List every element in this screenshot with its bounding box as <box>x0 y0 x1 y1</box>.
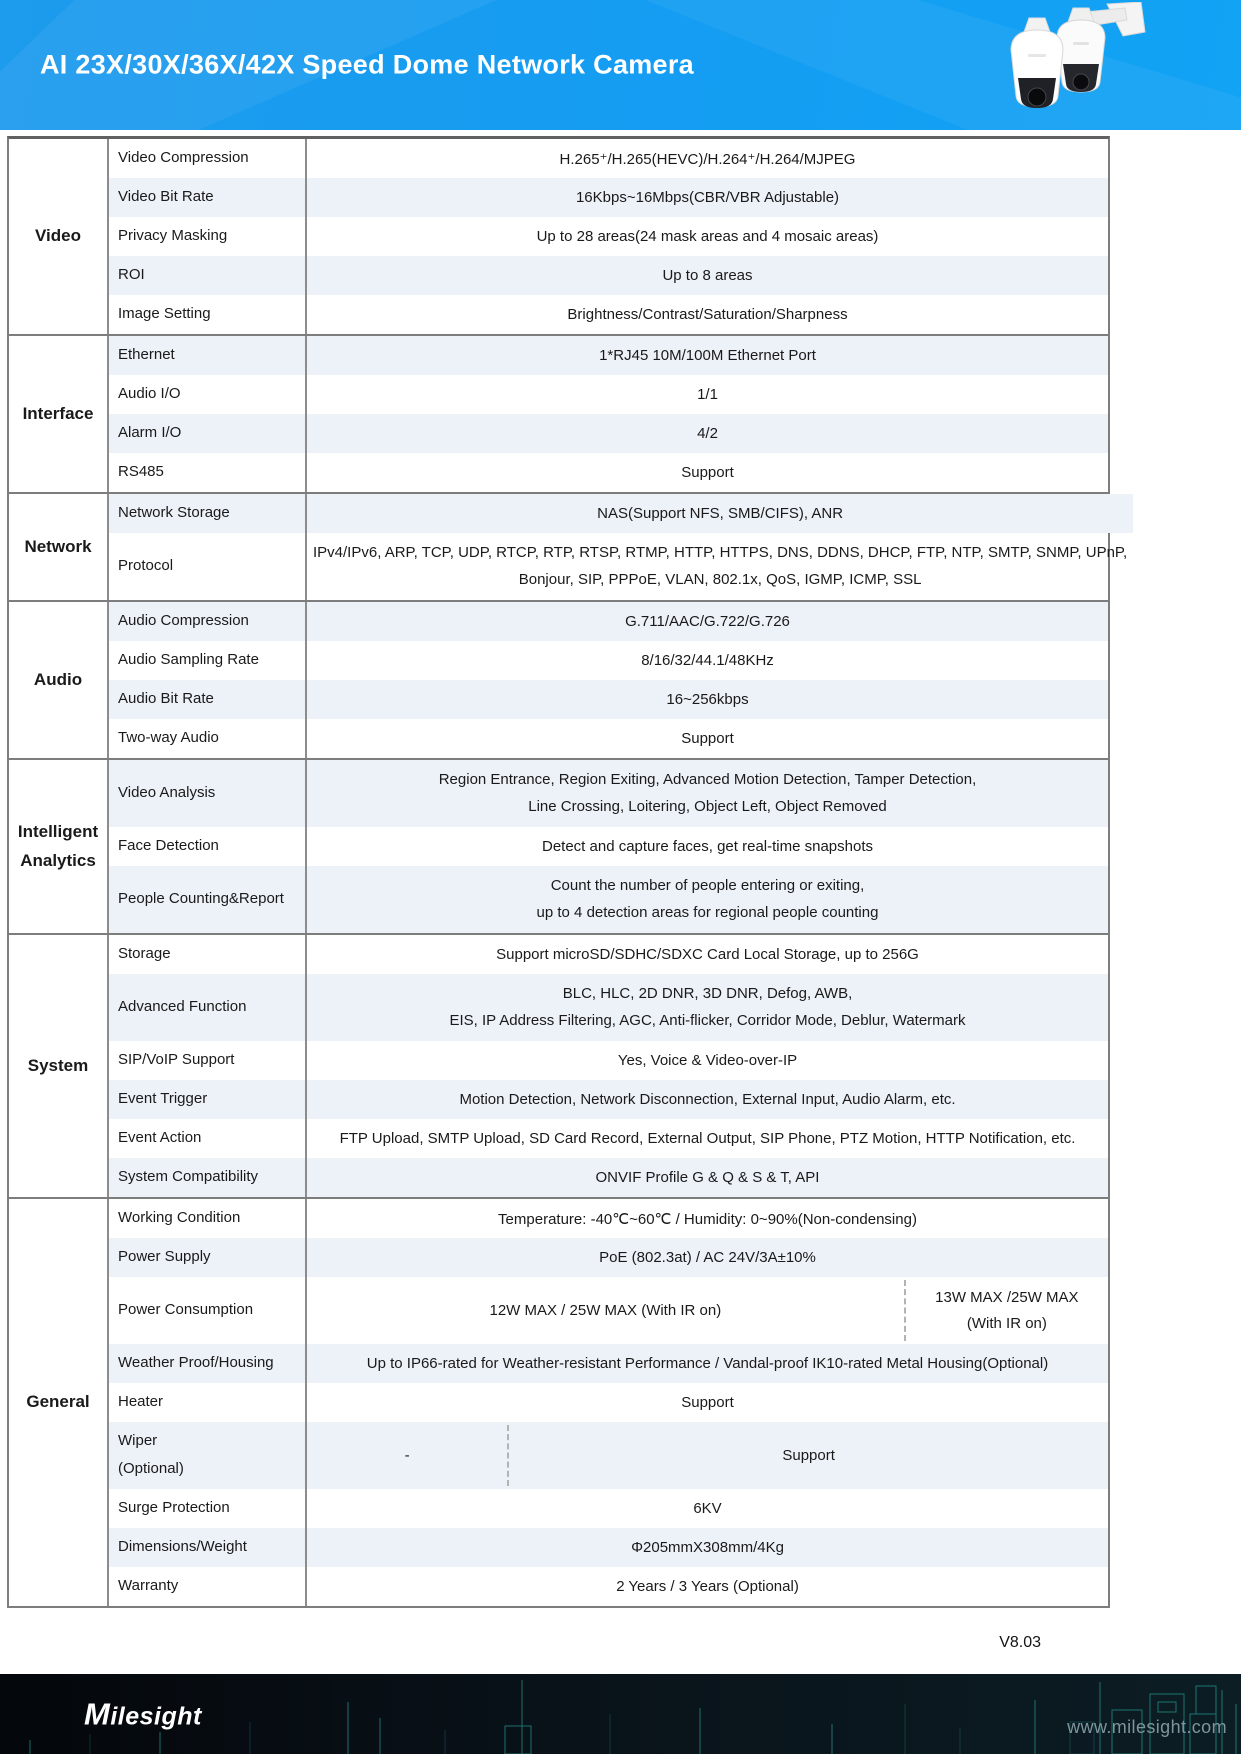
spec-value: 1/1 <box>697 386 718 403</box>
spec-label-text: Protocol <box>118 557 174 575</box>
spec-section-intelligent-analytics <box>9 758 1108 933</box>
spec-value: 16~256kbps <box>666 691 749 708</box>
spec-label-text: Advanced Function <box>118 998 247 1016</box>
spec-label <box>109 1158 307 1197</box>
spec-value-line: - <box>404 1447 410 1464</box>
spec-label-text: Power Consumption <box>118 1301 254 1319</box>
spec-label-text: ROI <box>118 266 145 284</box>
spec-label <box>109 719 307 758</box>
spec-label <box>109 295 307 334</box>
spec-value-right <box>509 1422 1108 1489</box>
spec-label <box>109 256 307 295</box>
spec-value-split <box>307 1277 1108 1344</box>
spec-value-line: BLC, HLC, 2D DNR, 3D DNR, Defog, AWB, <box>562 984 853 1002</box>
category-cell: System <box>9 935 109 1197</box>
footer-bar <box>0 1674 1241 1754</box>
spec-row <box>109 974 1108 1041</box>
spec-row <box>109 1041 1108 1080</box>
spec-value-line: Line Crossing, Loitering, Object Left, Object Removed <box>528 797 887 815</box>
spec-value <box>307 760 1108 827</box>
spec-value-line: Support <box>782 1447 835 1464</box>
spec-row <box>109 1422 1108 1489</box>
spec-label-text: Event Action <box>118 1129 202 1147</box>
spec-label <box>109 453 307 492</box>
spec-label-text: People Counting&Report <box>118 890 284 908</box>
spec-value: Temperature: -40℃~60℃ / Humidity: 0~90%(Non-condensing) <box>498 1210 917 1228</box>
spec-rows <box>109 139 1108 334</box>
spec-section-interface <box>9 334 1108 492</box>
spec-label <box>109 1041 307 1080</box>
spec-label-text: Storage <box>118 945 171 963</box>
spec-label-text: Alarm I/O <box>118 424 182 442</box>
spec-value-line: 12W MAX / 25W MAX (With IR on) <box>489 1302 722 1319</box>
spec-label-text: Audio Sampling Rate <box>118 651 259 669</box>
spec-value <box>307 974 1108 1041</box>
spec-label-text: Event Trigger <box>118 1090 208 1108</box>
spec-value-line: 13W MAX /25W MAX <box>935 1288 1079 1306</box>
spec-label-text: Audio Compression <box>118 612 249 630</box>
spec-value: Up to IP66-rated for Weather-resistant Performance / Vandal-proof IK10-rated Metal Housing(Optional) <box>366 1355 1049 1372</box>
spec-value: 6KV <box>693 1500 722 1517</box>
spec-value: 1*RJ45 10M/100M Ethernet Port <box>599 347 816 364</box>
spec-value-line: EIS, IP Address Filtering, AGC, Anti-flicker, Corridor Mode, Deblur, Watermark <box>449 1011 966 1029</box>
category-cell: Intelligent Analytics <box>9 760 109 933</box>
spec-label-text: SIP/VoIP Support <box>118 1051 235 1069</box>
spec-label-line: (Optional) <box>118 1460 184 1478</box>
spec-value: Support <box>681 1394 734 1411</box>
spec-value: G.711/AAC/G.722/G.726 <box>625 613 790 630</box>
spec-value: PoE (802.3at) / AC 24V/3A±10% <box>599 1249 816 1266</box>
spec-label <box>109 139 307 178</box>
spec-label <box>109 1344 307 1383</box>
spec-label-text: Audio Bit Rate <box>118 690 214 708</box>
spec-label <box>109 760 307 827</box>
spec-label <box>109 1567 307 1606</box>
spec-value: Up to 28 areas(24 mask areas and 4 mosaic areas) <box>536 228 879 245</box>
spec-label <box>109 375 307 414</box>
spec-label <box>109 1238 307 1277</box>
spec-label-line: Wiper <box>118 1431 158 1449</box>
spec-label <box>109 1199 307 1238</box>
spec-label-text: Heater <box>118 1393 164 1411</box>
spec-row <box>109 178 1108 217</box>
spec-value: Yes, Voice & Video-over-IP <box>617 1052 798 1069</box>
spec-row <box>109 866 1108 933</box>
spec-value: 2 Years / 3 Years (Optional) <box>616 1578 799 1595</box>
header-banner <box>0 0 1241 130</box>
spec-label-text: Video Bit Rate <box>118 188 214 206</box>
spec-section-audio <box>9 600 1108 758</box>
spec-label <box>109 1383 307 1422</box>
spec-value-line: up to 4 detection areas for regional people counting <box>536 903 879 921</box>
spec-row <box>109 680 1108 719</box>
spec-row <box>109 139 1108 178</box>
spec-row <box>109 295 1108 334</box>
spec-row <box>109 533 1133 600</box>
spec-value: Support <box>681 730 734 747</box>
category-cell: Network <box>9 494 109 600</box>
spec-label <box>109 533 307 600</box>
spec-label <box>109 494 307 533</box>
spec-row <box>109 1344 1108 1383</box>
spec-row <box>109 1567 1108 1606</box>
spec-value: Detect and capture faces, get real-time snapshots <box>541 838 873 855</box>
spec-value: 4/2 <box>697 425 718 442</box>
spec-value <box>307 866 1108 933</box>
spec-value: Brightness/Contrast/Saturation/Sharpness <box>567 306 848 323</box>
spec-value-right <box>906 1277 1108 1344</box>
spec-value: Motion Detection, Network Disconnection, External Input, Audio Alarm, etc. <box>459 1091 956 1108</box>
category-cell: Interface <box>9 336 109 492</box>
spec-label-text: Network Storage <box>118 504 230 522</box>
spec-value-line: Region Entrance, Region Exiting, Advanced Motion Detection, Tamper Detection, <box>438 770 977 788</box>
spec-row <box>109 375 1108 414</box>
category-cell: Video <box>9 139 109 334</box>
spec-value: 8/16/32/44.1/48KHz <box>641 652 774 669</box>
spec-rows <box>109 935 1108 1197</box>
version-label: V8.03 <box>999 1634 1041 1651</box>
spec-label <box>109 1119 307 1158</box>
spec-label <box>109 602 307 641</box>
spec-section-system <box>9 933 1108 1197</box>
spec-section-video <box>9 139 1108 334</box>
spec-label <box>109 974 307 1041</box>
spec-row <box>109 1489 1108 1528</box>
spec-row <box>109 256 1108 295</box>
website-link[interactable]: www.milesight.com <box>1067 1717 1227 1737</box>
category-cell: General <box>9 1199 109 1606</box>
spec-row <box>109 1383 1108 1422</box>
spec-label <box>109 1422 307 1489</box>
spec-row <box>109 827 1108 866</box>
spec-row <box>109 1080 1108 1119</box>
spec-row <box>109 641 1108 680</box>
spec-value <box>307 533 1133 600</box>
milesight-logo <box>84 1697 202 1733</box>
spec-label-text: Ethernet <box>118 346 175 364</box>
spec-row <box>109 453 1108 492</box>
spec-label <box>109 935 307 974</box>
spec-label-text: Audio I/O <box>118 385 181 403</box>
spec-label-text: Power Supply <box>118 1248 211 1266</box>
spec-value: Support microSD/SDHC/SDXC Card Local Storage, up to 256G <box>496 946 919 963</box>
spec-row <box>109 414 1108 453</box>
spec-label-text: Video Analysis <box>118 784 216 802</box>
spec-section-general <box>9 1197 1108 1606</box>
spec-section-network <box>9 492 1128 600</box>
spec-value: Support <box>681 464 734 481</box>
spec-value-left <box>307 1422 507 1489</box>
speed-dome-camera-image <box>989 2 1149 128</box>
spec-rows <box>109 494 1133 600</box>
spec-label <box>109 680 307 719</box>
milesight-logo-m: M <box>84 1696 111 1732</box>
spec-label-text: Weather Proof/Housing <box>118 1354 274 1372</box>
spec-label <box>109 336 307 375</box>
spec-row <box>109 1277 1108 1344</box>
spec-label-text: Working Condition <box>118 1209 241 1227</box>
spec-value-line: Bonjour, SIP, PPPoE, VLAN, 802.1x, QoS, IGMP, ICMP, SSL <box>518 570 922 588</box>
spec-row <box>109 1119 1108 1158</box>
spec-label-text: Privacy Masking <box>118 227 228 245</box>
spec-value: Up to 8 areas <box>662 267 753 284</box>
spec-rows <box>109 760 1108 933</box>
spec-rows <box>109 602 1108 758</box>
spec-value-line: IPv4/IPv6, ARP, TCP, UDP, RTCP, RTP, RTSP, RTMP, HTTP, HTTPS, DNS, DDNS, DHCP, FTP, NTP, SMTP, SNMP, UPnP, <box>313 543 1128 561</box>
spec-row <box>109 760 1108 827</box>
spec-value: Φ205mmX308mm/4Kg <box>631 1539 784 1556</box>
spec-row <box>109 1238 1108 1277</box>
spec-table <box>7 136 1128 1608</box>
spec-row <box>109 602 1108 641</box>
spec-label-text: Video Compression <box>118 149 249 167</box>
spec-value: 16Kbps~16Mbps(CBR/VBR Adjustable) <box>575 189 840 206</box>
spec-label <box>109 827 307 866</box>
spec-row <box>109 1158 1108 1197</box>
spec-label-text: Face Detection <box>118 837 219 855</box>
spec-label <box>109 1528 307 1567</box>
spec-label <box>109 1489 307 1528</box>
spec-label-text: Surge Protection <box>118 1499 230 1517</box>
spec-label <box>109 641 307 680</box>
spec-row <box>109 217 1108 256</box>
spec-value: ONVIF Profile G & Q & S & T, API <box>595 1169 820 1186</box>
spec-value-split <box>307 1422 1108 1489</box>
spec-label <box>109 866 307 933</box>
spec-label-text: RS485 <box>118 463 164 481</box>
spec-row <box>109 1199 1108 1238</box>
spec-value-line: Count the number of people entering or exiting, <box>550 876 865 894</box>
spec-rows <box>109 1199 1108 1606</box>
spec-label <box>109 414 307 453</box>
spec-label-text: Dimensions/Weight <box>118 1538 247 1556</box>
spec-label <box>109 178 307 217</box>
spec-row <box>109 336 1108 375</box>
spec-value-left <box>307 1277 904 1344</box>
milesight-logo-text: ilesight <box>110 1702 202 1731</box>
spec-label-text: Image Setting <box>118 305 211 323</box>
spec-row <box>109 935 1108 974</box>
spec-value: H.265⁺/H.265(HEVC)/H.264⁺/H.264/MJPEG <box>559 150 856 168</box>
spec-value-line: (With IR on) <box>966 1315 1047 1333</box>
spec-value: FTP Upload, SMTP Upload, SD Card Record, External Output, SIP Phone, PTZ Motion, HTTP Notification, etc. <box>339 1130 1076 1147</box>
spec-row <box>109 494 1133 533</box>
spec-row <box>109 1528 1108 1567</box>
spec-label-text: Warranty <box>118 1577 179 1595</box>
spec-label <box>109 217 307 256</box>
spec-label <box>109 1080 307 1119</box>
spec-rows <box>109 336 1108 492</box>
spec-value: NAS(Support NFS, SMB/CIFS), ANR <box>597 505 844 522</box>
category-cell: Audio <box>9 602 109 758</box>
spec-label-text: System Compatibility <box>118 1168 259 1186</box>
page-title: AI 23X/30X/36X/42X Speed Dome Network Camera <box>40 49 695 80</box>
spec-label <box>109 1277 307 1344</box>
spec-label-text: Two-way Audio <box>118 729 219 747</box>
spec-row <box>109 719 1108 758</box>
